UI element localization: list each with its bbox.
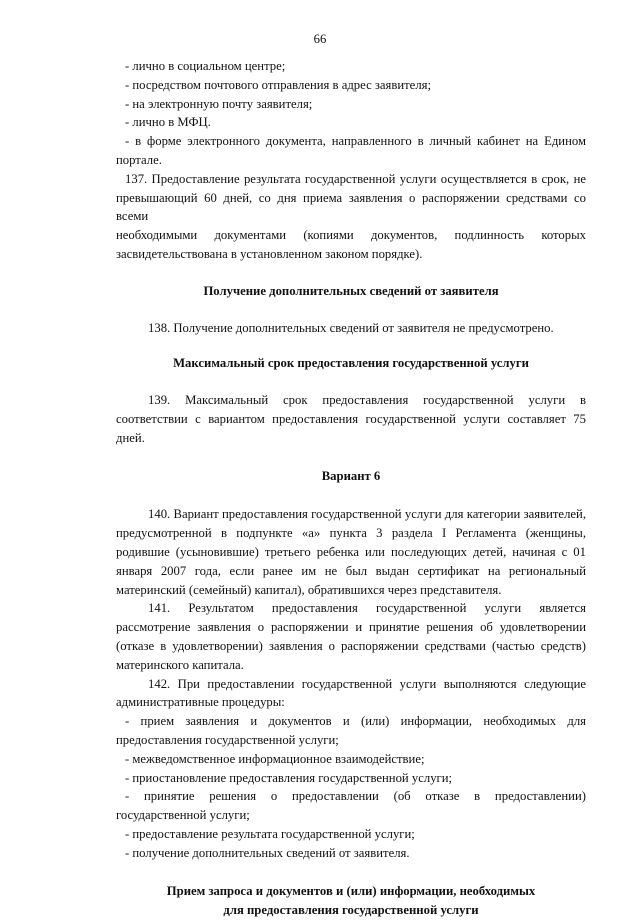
paragraph-137-end: засвидетельствована в установленном законом порядке). — [116, 246, 423, 261]
paragraph-140: 140. Вариант предоставления государственной услуги для категории заявителей, предусмотренной в подпункте «а» пункта 3 раздела I Регламента (женщины, родившие (усыновившие) третьего ребенка или последующих детей, начиная с 01 января 2007 года, если ранее им не был выдан сертификат на региональный материнский (семейный) капитал), обратившихся через представителя. — [116, 507, 586, 597]
list-item: - посредством почтового отправления в адрес заявителя; — [125, 77, 432, 92]
document-body — [116, 57, 586, 920]
section-heading-reception: Прием запроса и документов и (или) информации, необходимых — [166, 884, 536, 899]
list-item: - лично в социальном центре; — [125, 59, 286, 73]
page-number: 66 — [313, 32, 327, 46]
paragraph-141: 141. Результатом предоставления государственной услуги является рассмотрение заявления о распоряжении и принятие решения об удовлетворении (отказе в удовлетворении) заявления о распоряжении средствами (частью средств) материнского капитала. — [116, 601, 586, 672]
list-item: - на электронную почту заявителя; — [125, 96, 313, 111]
list-item: - межведомственное информационное взаимодействие; — [125, 751, 425, 766]
list-item: - приостановление предоставления государственной услуги; — [125, 770, 453, 785]
paragraph-138: 138. Получение дополнительных сведений от заявителя не предусмотрено. — [148, 320, 554, 335]
list-item: - получение дополнительных сведений от заявителя. — [125, 845, 410, 860]
paragraph-137: 137. Предоставление результата государственной услуги осуществляется в срок, не превышающий 60 дней, со дня приема заявления о распоряжении средствами со всеми — [116, 171, 586, 224]
section-heading-additional-info: Получение дополнительных сведений от заявителя — [203, 283, 499, 298]
section-heading-reception-line2: для предоставления государственной услуги — [223, 903, 479, 918]
list-item: - предоставление результата государственной услуги; — [125, 826, 415, 841]
paragraph-139: 139. Максимальный срок предоставления государственной услуги в соответствии с вариантом предоставления государственной услуги составляет 75 дней. — [116, 393, 586, 445]
list-item: - в форме электронного документа, направленного в личный кабинет на Едином портале. — [116, 134, 586, 167]
list-item: - прием заявления и документов и (или) информации, необходимых для предоставления государственной услуги; — [116, 714, 586, 747]
section-heading-variant: Вариант 6 — [321, 468, 381, 483]
paragraph-137-line: необходимыми документами (копиями документов, подлинность которых — [116, 228, 586, 243]
list-item: - лично в МФЦ. — [125, 115, 211, 130]
paragraph-142: 142. При предоставлении государственной услуги выполняются следующие административные процедуры: — [116, 676, 586, 710]
section-heading-max-term: Максимальный срок предоставления государственной услуги — [173, 356, 529, 371]
list-item: - принятие решения о предоставлении (об отказе в предоставлении) государственной услуги; — [116, 789, 586, 823]
